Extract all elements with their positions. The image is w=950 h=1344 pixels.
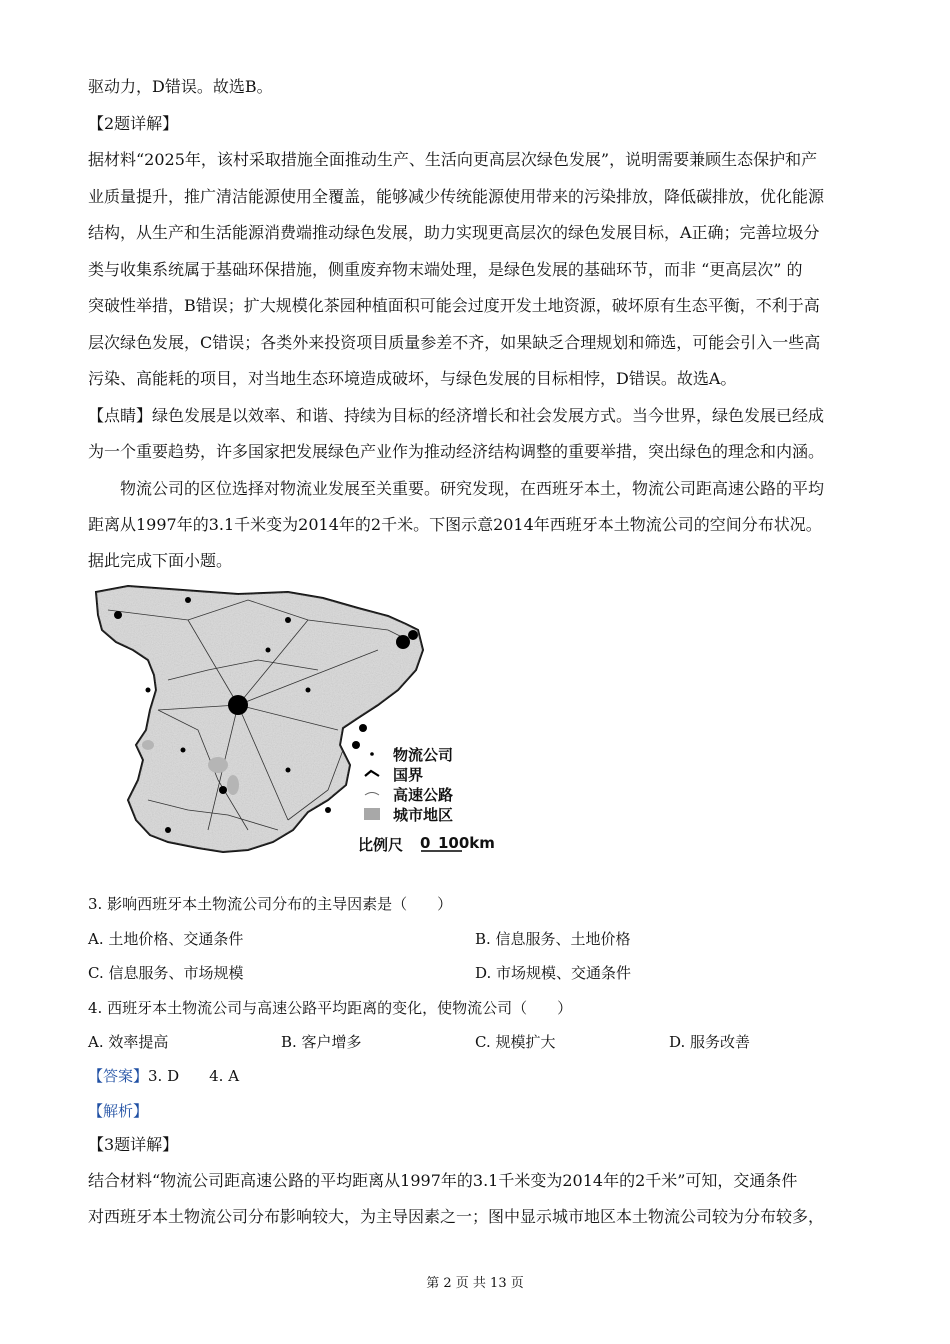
answer-line [88, 1066, 239, 1086]
legend-highway-symbol [365, 793, 379, 796]
question-3-option-a: A. 土地价格、交通条件 [88, 930, 244, 948]
scale-label: 比例尺 [358, 836, 404, 854]
question-4-stem: 4. 西班牙本土物流公司与高速公路平均距离的变化，使物流公司（ ） [88, 999, 573, 1017]
legend-border-symbol [365, 771, 379, 776]
question-3-stem: 3. 影响西班牙本土物流公司分布的主导因素是（ ） [88, 895, 453, 913]
legend-dot-symbol [370, 752, 374, 756]
q3-detail-title: 【3题详解】 [88, 1135, 179, 1154]
q3-detail-paragraph: 对西班牙本土物流公司分布影响较大，为主导因素之一；图中显示城市地区本土物流公司较为分布较多， [88, 1207, 825, 1226]
analysis-label: 【解析】 [88, 1102, 149, 1120]
paragraph: 驱动力，D错误。故选B。 [88, 77, 273, 96]
question-4-option-c: C. 规模扩大 [475, 1033, 556, 1051]
paragraph: 物流公司的区位选择对物流业发展至关重要。研究发现，在西班牙本土，物流公司距高速公路的平均 [120, 479, 825, 498]
paragraph: 类与收集系统属于基础环保措施，侧重废弃物末端处理，是绿色发展的基础环节，而非 “更高层次” 的 [88, 260, 803, 279]
spain-logistics-map [88, 580, 518, 865]
legend-urban-label: 城市地区 [393, 806, 454, 824]
question-3-option-c: C. 信息服务、市场规模 [88, 964, 244, 982]
q3-detail-paragraph: 结合材料“物流公司距高速公路的平均距离从1997年的3.1千米变为2014年的2千米”可知，交通条件 [88, 1171, 798, 1190]
answer-label: 【答案】 [88, 1067, 149, 1085]
question-4-option-b: B. 客户增多 [281, 1033, 362, 1051]
section-heading: 【2题详解】 [88, 114, 179, 133]
scale-value: 100km [438, 834, 495, 852]
paragraph: 层次绿色发展，C错误；各类外来投资项目质量参差不齐，如果缺乏合理规划和筛选，可能会引入一些高 [88, 333, 821, 352]
question-4-option-d: D. 服务改善 [669, 1033, 751, 1051]
answer-text: 3. D 4. A [148, 1067, 240, 1085]
paragraph: 据此完成下面小题。 [88, 551, 233, 570]
paragraph: 业质量提升，推广清洁能源使用全覆盖，能够减少传统能源使用带来的污染排放，降低碳排放，优化能源 [88, 187, 825, 206]
legend-company-label: 物流公司 [393, 746, 454, 764]
paragraph: 【点睛】绿色发展是以效率、和谐、持续为目标的经济增长和社会发展方式。当今世界，绿色发展已经成 [88, 406, 825, 425]
paragraph: 据材料“2025年，该村采取措施全面推动生产、生活向更高层次绿色发展”，说明需要兼顾生态保护和产 [88, 150, 818, 169]
paragraph: 距离从1997年的3.1千米变为2014年的2千米。下图示意2014年西班牙本土物流公司的空间分布状况。 [88, 515, 822, 534]
scale-zero: 0 [420, 834, 431, 852]
paragraph: 突破性举措，B错误；扩大规模化茶园种植面积可能会过度开发土地资源，破坏原有生态平衡，不利于高 [88, 296, 820, 315]
legend-highway-label: 高速公路 [393, 786, 454, 804]
map-graphic [88, 580, 518, 865]
question-3-option-d: D. 市场规模、交通条件 [475, 964, 632, 982]
paragraph: 为一个重要趋势，许多国家把发展绿色产业作为推动经济结构调整的重要举措，突出绿色的理念和内涵。 [88, 442, 825, 461]
question-4-option-a: A. 效率提高 [88, 1033, 169, 1051]
question-3-option-b: B. 信息服务、土地价格 [475, 930, 631, 948]
paragraph: 污染、高能耗的项目，对当地生态环境造成破坏，与绿色发展的目标相悖，D错误。故选A。 [88, 369, 737, 388]
legend-urban-symbol [364, 808, 380, 820]
page-footer: 第 2 页 共 13 页 [426, 1276, 524, 1291]
legend-border-label: 国界 [393, 766, 424, 784]
paragraph: 结构，从生产和生活能源消费端推动绿色发展，助力实现更高层次的绿色发展目标，A正确；完善垃圾分 [88, 223, 820, 242]
